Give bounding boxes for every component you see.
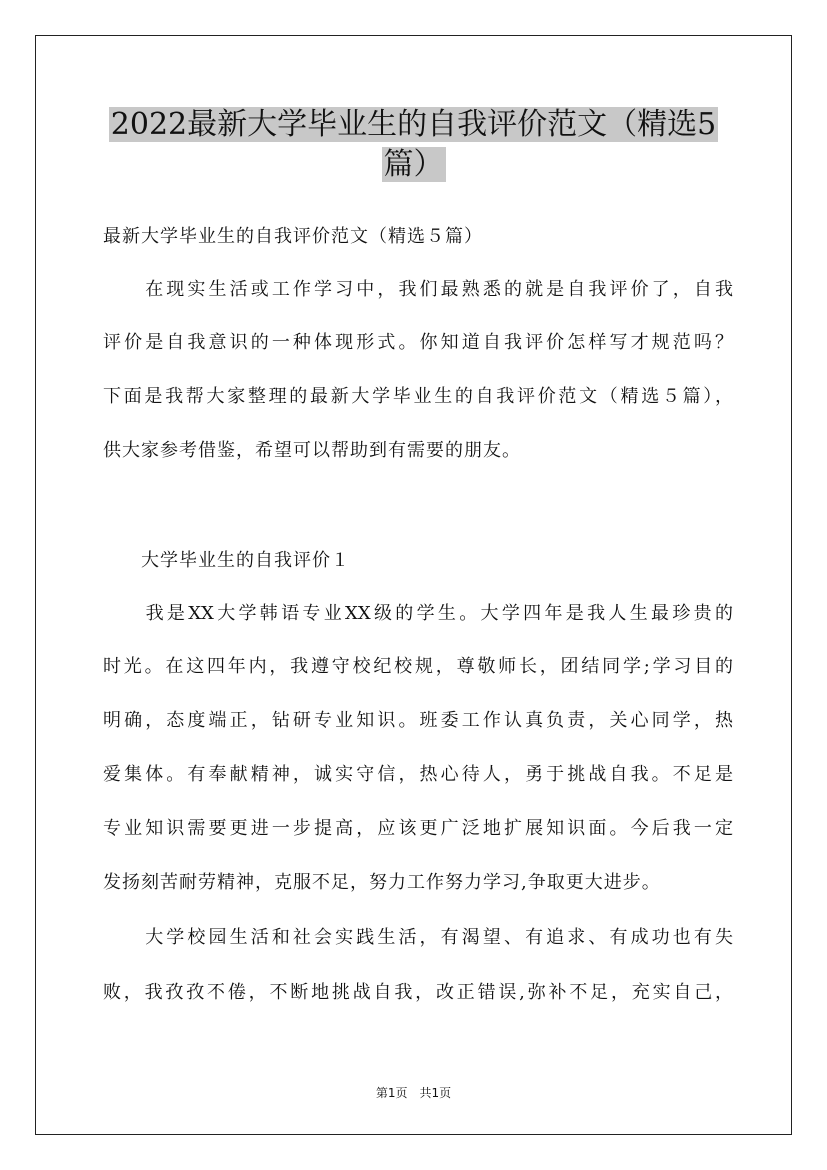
document-title-line-1: 2022最新大学毕业生的自我评价范文（精选5	[110, 107, 717, 142]
intro-line: 供大家参考借鉴，希望可以帮助到有需要的朋友。	[103, 440, 521, 461]
section-heading: 大学毕业生的自我评价１	[103, 550, 350, 571]
intro-line: 下面是我帮大家整理的最新大学毕业生的自我评价范文（精选５篇），	[103, 386, 733, 407]
paragraph-line: 发扬刻苦耐劳精神，克服不足，努力工作努力学习,争取更大进步。	[103, 872, 661, 893]
paragraph-line: 时光。在这四年内，我遵守校纪校规，尊敬师长，团结同学;学习目的	[103, 656, 733, 677]
paragraph-line: 明确，态度端正，钻研专业知识。班委工作认真负责，关心同学，热	[103, 710, 733, 731]
intro-line: 评价是自我意识的一种体现形式。你知道自我评价怎样写才规范吗？	[103, 332, 733, 353]
paragraph-line: 我是XX大学韩语专业XX级的学生。大学四年是我人生最珍贵的	[103, 603, 733, 624]
document-title-line-2: 篇）	[383, 147, 444, 182]
intro-line: 在现实生活或工作学习中，我们最熟悉的就是自我评价了，自我	[103, 279, 733, 300]
paragraph-line: 败，我孜孜不倦，不断地挑战自我，改正错误,弥补不足，充实自己，	[103, 982, 733, 1003]
paragraph-line: 专业知识需要更进一步提高，应该更广泛地扩展知识面。今后我一定	[103, 818, 733, 839]
paragraph-line: 大学校园生活和社会实践生活，有渴望、有追求、有成功也有失	[103, 927, 733, 948]
page-border	[35, 35, 792, 1135]
document-subtitle: 最新大学毕业生的自我评价范文（精选５篇）	[103, 226, 483, 247]
page-number-footer: 第1页 共1页	[375, 1086, 452, 1100]
paragraph-line: 爱集体。有奉献精神，诚实守信，热心待人，勇于挑战自我。不足是	[103, 764, 733, 785]
